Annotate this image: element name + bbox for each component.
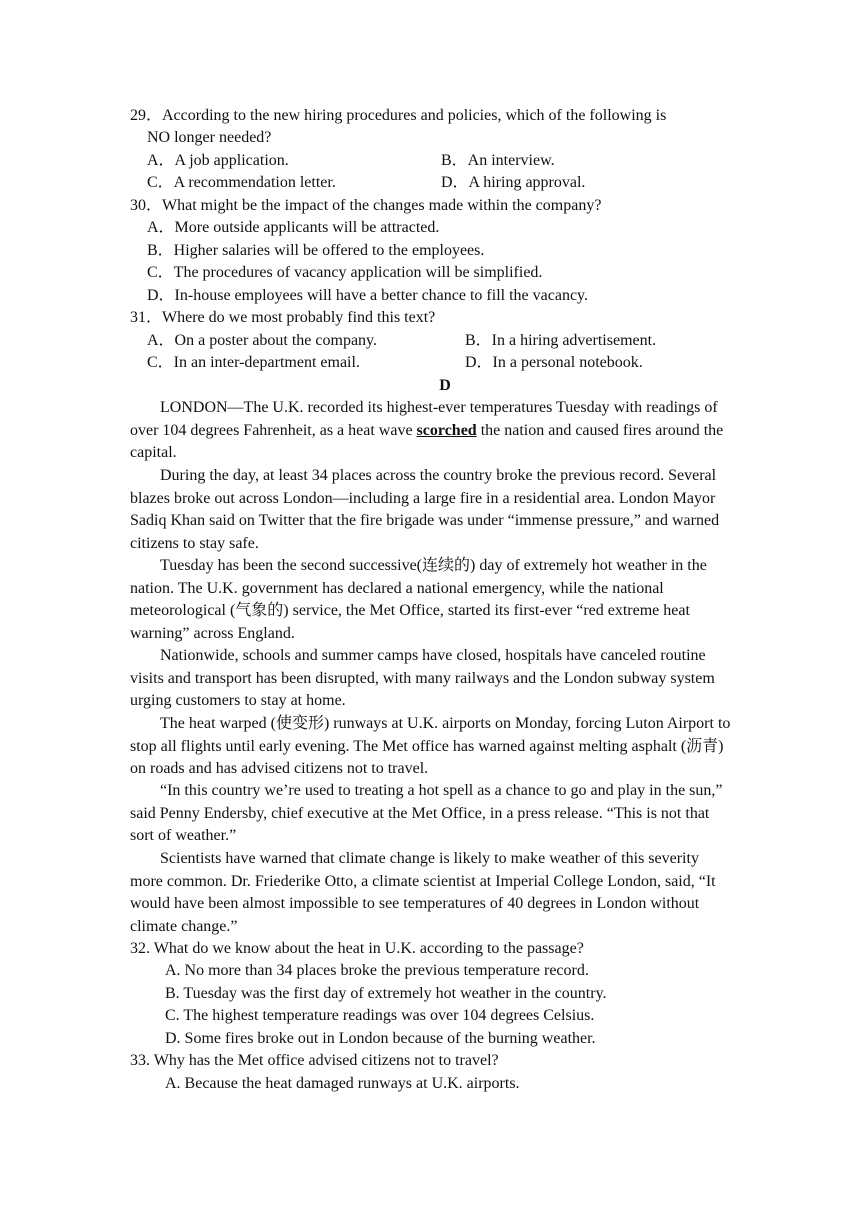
section-title: D <box>439 377 451 394</box>
question-30-option-d: D．In-house employees will have a better chance to fill the vacancy. <box>147 287 589 304</box>
passage-paragraph-6 <box>130 780 735 848</box>
passage-paragraph-3 <box>130 555 735 645</box>
question-30-stem: 30．What might be the impact of the changes made within the company? <box>130 197 602 214</box>
question-29-option-a: A．A job application. <box>147 152 289 169</box>
paragraph-4-text: Nationwide, schools and summer camps have closed, hospitals have canceled routine visits and transport has been disrupted, with many railways and the London subway system urging customers to stay at home. <box>130 647 715 709</box>
question-33-stem: 33. Why has the Met office advised citizens not to travel? <box>130 1052 499 1069</box>
question-31-stem: 31．Where do we most probably find this text? <box>130 309 436 326</box>
question-32-option-a: A. No more than 34 places broke the previous temperature record. <box>165 962 589 979</box>
question-29-option-d: D．A hiring approval. <box>441 174 586 191</box>
paragraph-1-before: LONDON—The U.K. recorded its highest-ever temperatures Tuesday with readings of over 104 degrees Fahrenheit, as a heat wave <box>130 399 718 439</box>
paragraph-5-text: The heat warped (使变形) runways at U.K. airports on Monday, forcing Luton Airport to stop all flights until early evening. The Met office has warned against melting asphalt (沥青) on roads and has advised citizens not to travel. <box>130 715 731 777</box>
paragraph-7-text: Scientists have warned that climate change is likely to make weather of this severity more common. Dr. Friederike Otto, a climate scientist at Imperial College London, said, “It would have been almost impossible to see temperatures of 40 degrees in London without climate change.” <box>130 850 716 935</box>
question-29-option-b: B．An interview. <box>441 152 555 169</box>
question-33-option-a: A. Because the heat damaged runways at U.K. airports. <box>165 1075 520 1092</box>
passage-paragraph-1 <box>130 397 735 465</box>
question-29-option-c: C．A recommendation letter. <box>147 174 336 191</box>
question-31-option-c: C．In an inter-department email. <box>147 354 360 371</box>
question-32-stem: 32. What do we know about the heat in U.K. according to the passage? <box>130 940 584 957</box>
paragraph-6-text: “In this country we’re used to treating a hot spell as a chance to go and play in the sun,” said Penny Endersby, chief executive at the Met Office, in a press release. “This is not that sort of weather.” <box>130 782 723 844</box>
underlined-word: scorched <box>416 421 477 439</box>
passage-paragraph-2 <box>130 465 735 555</box>
passage-paragraph-7 <box>130 848 735 938</box>
question-31-option-a: A．On a poster about the company. <box>147 332 378 349</box>
question-30-option-c: C．The procedures of vacancy application will be simplified. <box>147 264 543 281</box>
question-29-stem-cont: NO longer needed? <box>147 129 272 146</box>
paragraph-3-text: Tuesday has been the second successive(连续的) day of extremely hot weather in the nation. The U.K. government has declared a national emergency, while the national meteorological (气象的) service, the Met Office, started its first-ever “red extreme heat warning” across England. <box>130 557 707 642</box>
passage-paragraph-4 <box>130 645 735 713</box>
question-31-option-b: B．In a hiring advertisement. <box>465 332 657 349</box>
question-31-option-d: D．In a personal notebook. <box>465 354 643 371</box>
passage-paragraph-5 <box>130 713 735 781</box>
question-29-stem: 29．According to the new hiring procedures and policies, which of the following is <box>130 107 667 124</box>
paragraph-2-text: During the day, at least 34 places across the country broke the previous record. Several blazes broke out across London—including a large fire in a residential area. London Mayor Sadiq Khan said on Twitter that the fire brigade was under “immense pressure,” and warned citizens to stay safe. <box>130 467 720 552</box>
question-32-option-d: D. Some fires broke out in London because of the burning weather. <box>165 1030 596 1047</box>
question-32-option-c: C. The highest temperature readings was over 104 degrees Celsius. <box>165 1007 595 1024</box>
question-30-option-b: B．Higher salaries will be offered to the employees. <box>147 242 485 259</box>
question-30-option-a: A．More outside applicants will be attracted. <box>147 219 440 236</box>
question-32-option-b: B. Tuesday was the first day of extremely hot weather in the country. <box>165 985 607 1002</box>
paragraph-1-after: the nation and caused fires around the capital. <box>130 421 724 461</box>
